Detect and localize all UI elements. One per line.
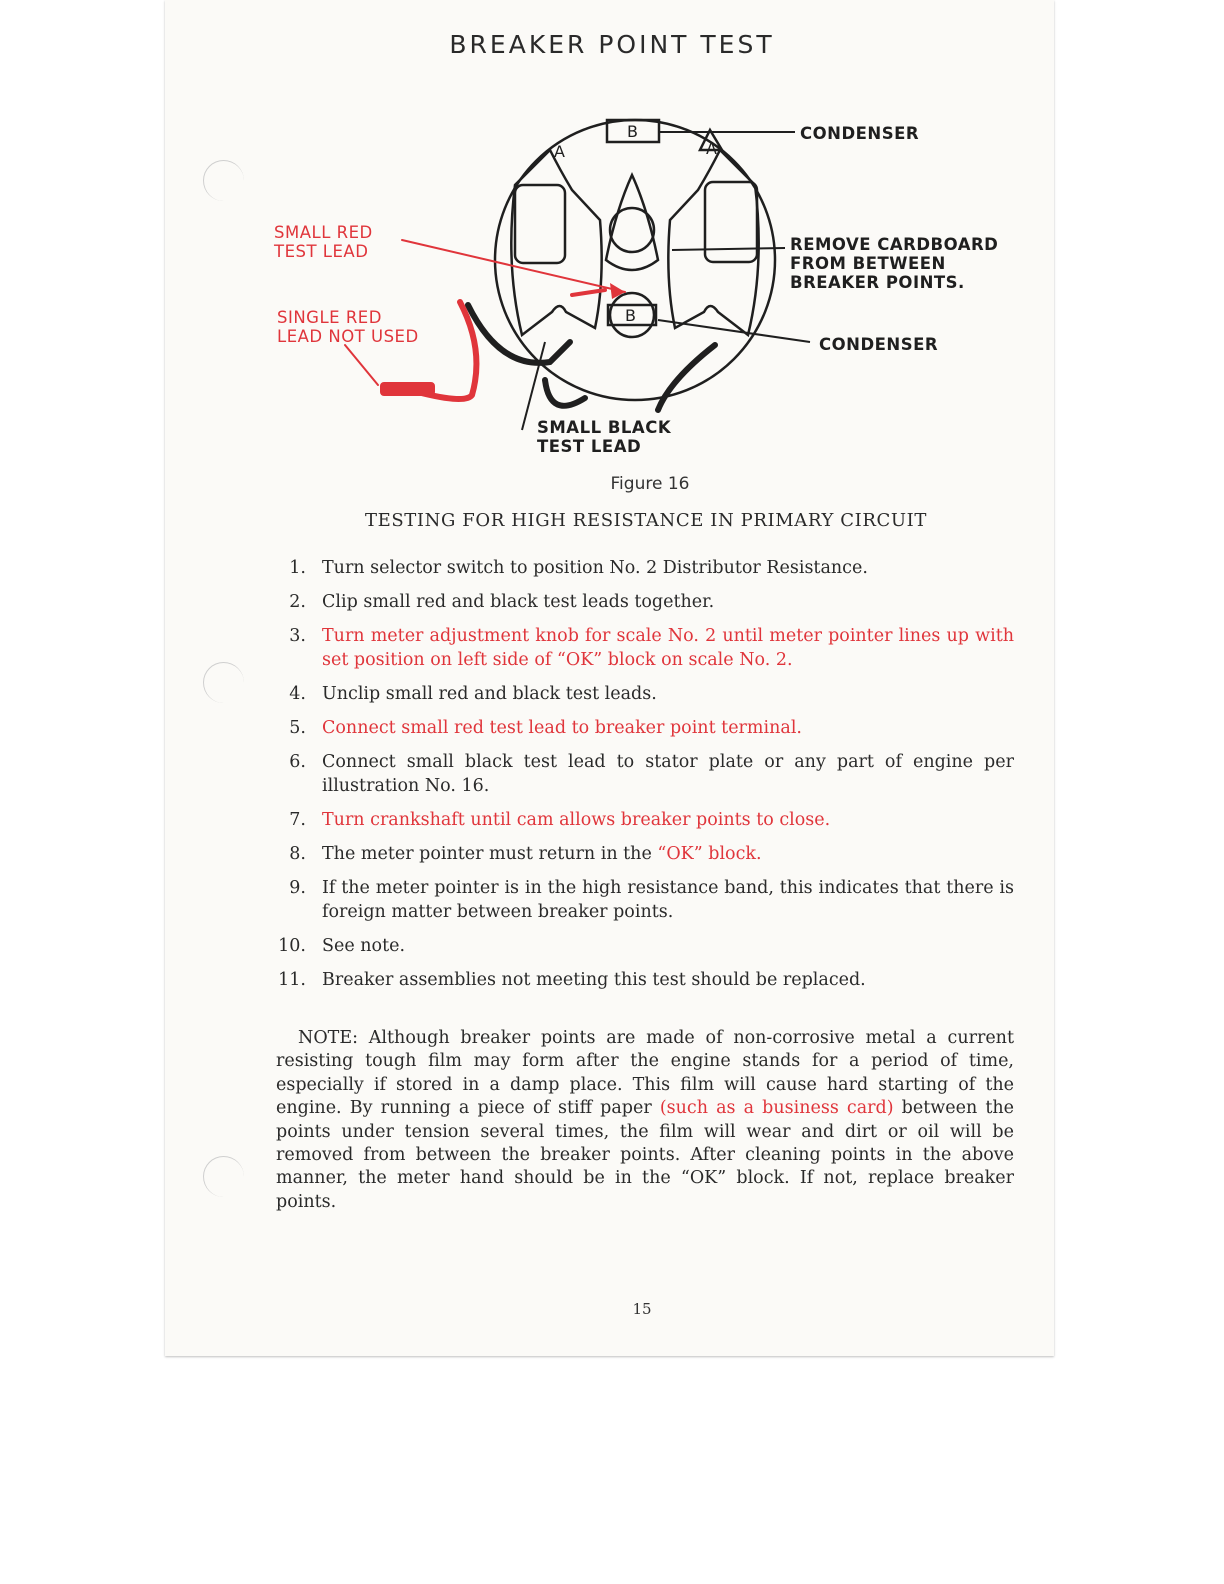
left-breaker-bracket: [511, 150, 601, 335]
leader-single-red-lead: [345, 345, 378, 385]
leader-remove-cardboard: [672, 248, 785, 250]
page-number: 15: [632, 1300, 652, 1318]
list-item: 11. Breaker assemblies not meeting this test should be replaced.: [278, 970, 866, 990]
black-ground-wire: [658, 345, 715, 410]
label-small-red-test-lead: SMALL RED TEST LEAD: [274, 223, 373, 261]
label-remove-cardboard: REMOVE CARDBOARD FROM BETWEEN BREAKER POINTS.: [790, 235, 999, 292]
breaker-point-diagram: [260, 80, 1020, 480]
mark-b-top: B: [627, 122, 638, 141]
cam-shape: [606, 175, 658, 270]
list-item: 10. See note.: [278, 936, 406, 956]
maintenance-note: NOTE: Although breaker points are made of non-corrosive metal a current resisting tough film may form after the engine stands for a period of time, especially if stored in a damp place. This film will cause hard starting of the engine. By running a piece of stiff paper (such as a business card) between the points under tension several times, the film will wear and dirt or oil will be removed from between the breaker points. After cleaning points in the above manner, the meter hand should be in the “OK” block. If not, replace breaker points.: [276, 1028, 1014, 1212]
mark-a-left: A: [554, 142, 565, 161]
label-small-black-test-lead: SMALL BLACK TEST LEAD: [537, 418, 672, 456]
label-condenser-top: CONDENSER: [800, 124, 920, 143]
figure-caption: Figure 16: [610, 474, 690, 494]
section-heading: TESTING FOR HIGH RESISTANCE IN PRIMARY CIRCUIT: [365, 510, 927, 531]
punch-hole-middle: [203, 662, 244, 703]
list-item: 2. Clip small red and black test leads together.: [289, 592, 715, 612]
left-breaker-point: [515, 185, 565, 263]
red-lead-plug: [380, 382, 435, 396]
label-single-red-lead: SINGLE RED LEAD NOT USED: [277, 308, 419, 346]
list-item: 4. Unclip small red and black test leads.: [289, 684, 657, 704]
mark-b-bottom: B: [625, 306, 636, 325]
black-lead-clip: [545, 380, 585, 406]
test-steps-list: [276, 556, 1014, 1002]
right-breaker-bracket: [668, 150, 758, 335]
list-item: 5. Connect small red test lead to breaker point terminal.: [289, 718, 802, 738]
black-test-lead-wire: [468, 305, 570, 363]
punch-hole-bottom: [203, 1156, 244, 1197]
label-condenser-bottom: CONDENSER: [819, 335, 939, 354]
page-title: BREAKER POINT TEST: [449, 30, 775, 59]
list-item: 6. Connect small black test lead to stator plate or any part of engine per illustration No. 16.: [289, 752, 1014, 796]
list-item: 1. Turn selector switch to position No. 2 Distributor Resistance.: [289, 558, 868, 578]
list-item: 9. If the meter pointer is in the high resistance band, this indicates that there is foreign matter between breaker points.: [289, 878, 1014, 922]
punch-hole-top: [203, 160, 244, 201]
red-lead-arrowhead: [610, 283, 625, 299]
mark-a-right: A: [706, 139, 717, 158]
list-item: 3. Turn meter adjustment knob for scale No. 2 until meter pointer lines up with set position on left side of “OK” block on scale No. 2.: [289, 626, 1014, 670]
list-item: 8. The meter pointer must return in the “OK” block.: [289, 844, 762, 864]
list-item: 7. Turn crankshaft until cam allows breaker points to close.: [289, 810, 831, 830]
